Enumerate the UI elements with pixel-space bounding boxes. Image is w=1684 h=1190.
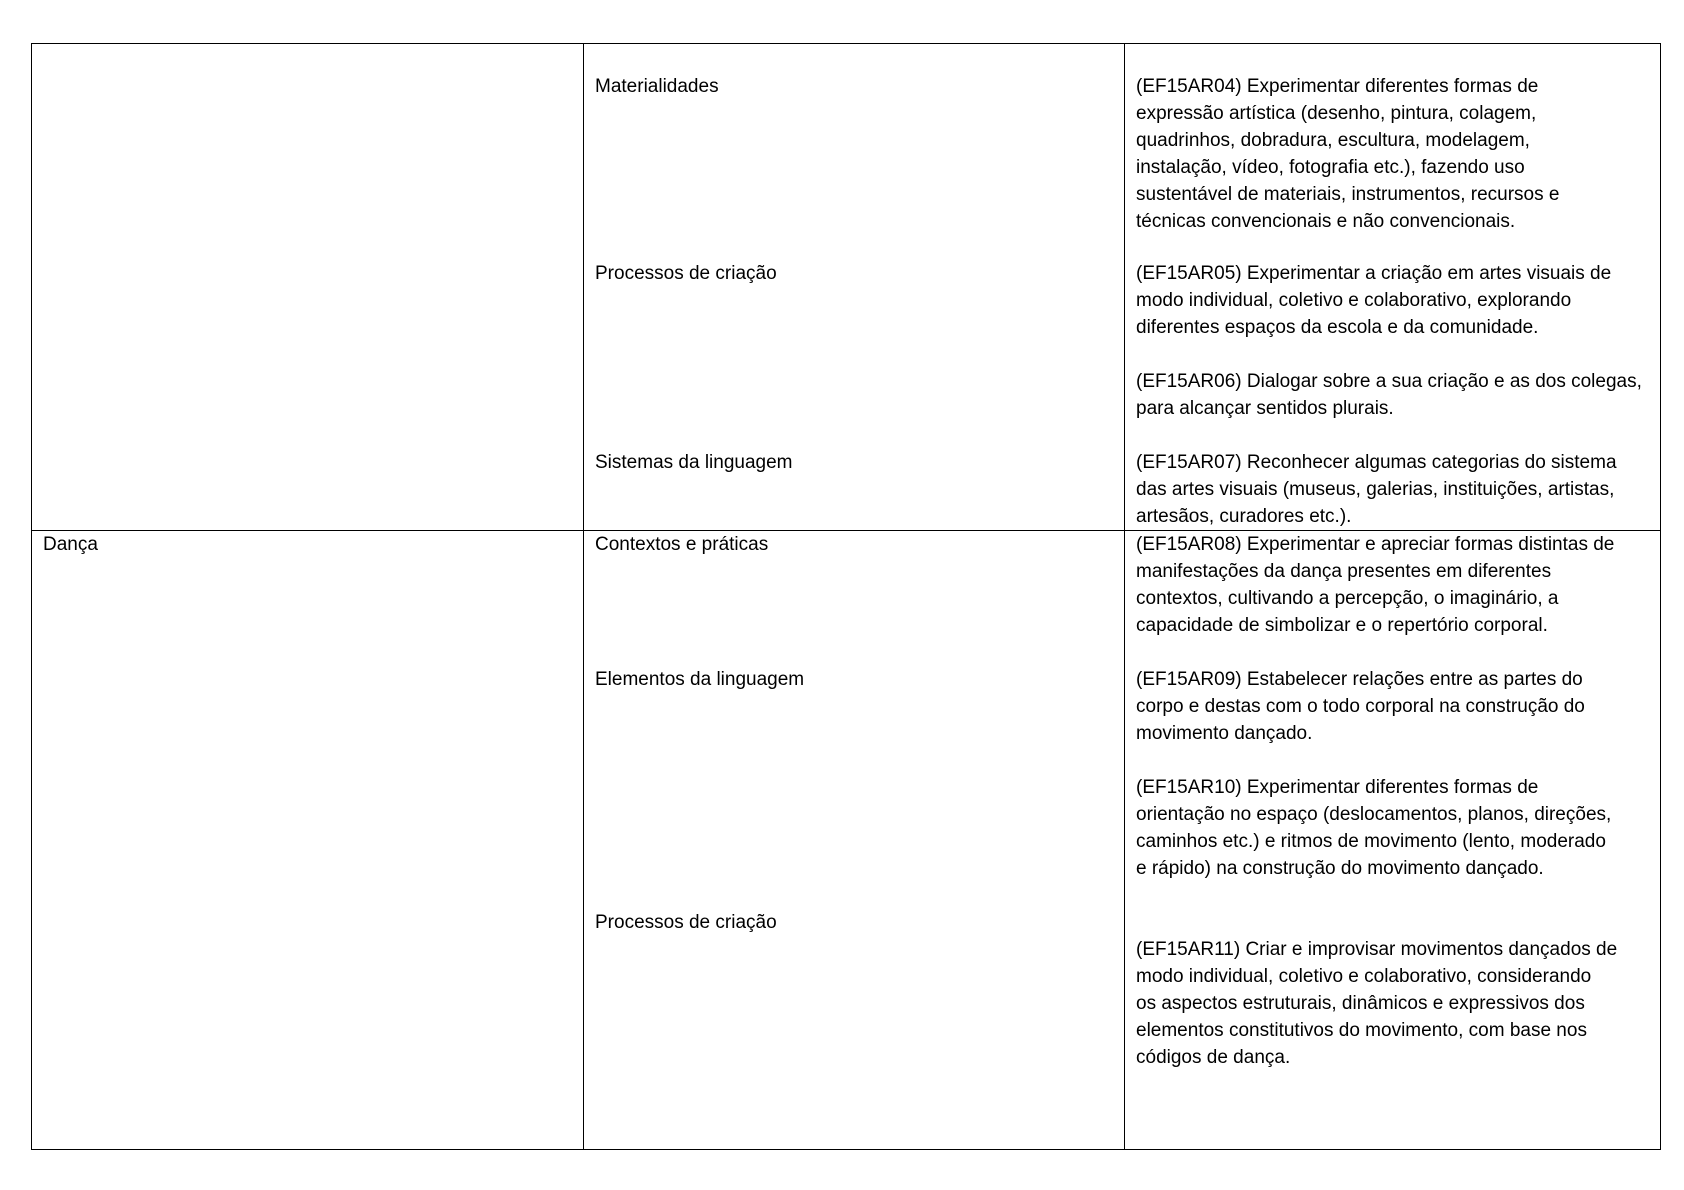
objeto-contextos-e-praticas: Contextos e práticas <box>595 534 769 555</box>
habilidade-ef15ar06: (EF15AR06) Dialogar sobre a sua criação e as dos colegas, para alcançar sentidos plurais. <box>1136 371 1642 419</box>
habilidade-ef15ar10: (EF15AR10) Experimentar diferentes formas de orientação no espaço (deslocamentos, planos, direções, caminhos etc.) e ritmos de movimento (lento, moderado e rápido) na construção do movimento dançado. <box>1136 777 1612 879</box>
curriculum-table <box>31 43 1661 1150</box>
column-divider-2 <box>1124 44 1125 1149</box>
column-divider-1 <box>583 44 584 1149</box>
habilidade-ef15ar08: (EF15AR08) Experimentar e apreciar formas distintas de manifestações da dança presentes em diferentes contextos, cultivando a percepção, o imaginário, a capacidade de simbolizar e o repertório corporal. <box>1136 534 1615 636</box>
habilidade-ef15ar04: (EF15AR04) Experimentar diferentes formas de expressão artística (desenho, pintura, colagem, quadrinhos, dobradura, escultura, modelagem, instalação, vídeo, fotografia etc.), fazendo uso sustentável de materiais, instrumentos, recursos e técnicas convencionais e não convencionais. <box>1136 76 1560 232</box>
objeto-sistemas-da-linguagem: Sistemas da linguagem <box>595 452 793 473</box>
objeto-processos-de-criacao-danca: Processos de criação <box>595 912 777 933</box>
habilidade-ef15ar07: (EF15AR07) Reconhecer algumas categorias do sistema das artes visuais (museus, galerias, instituições, artistas, artesãos, curadores etc.). <box>1136 452 1617 527</box>
objeto-elementos-da-linguagem: Elementos da linguagem <box>595 669 805 690</box>
habilidade-ef15ar05: (EF15AR05) Experimentar a criação em artes visuais de modo individual, coletivo e colaborativo, explorando diferentes espaços da escola e da comunidade. <box>1136 263 1612 338</box>
unidade-danca: Dança <box>43 534 98 555</box>
habilidade-ef15ar09: (EF15AR09) Estabelecer relações entre as partes do corpo e destas com o todo corporal na construção do movimento dançado. <box>1136 669 1585 744</box>
habilidade-ef15ar11: (EF15AR11) Criar e improvisar movimentos dançados de modo individual, coletivo e colaborativo, considerando os aspectos estruturais, dinâmicos e expressivos dos elementos constitutivos do movimento, com base nos códigos de dança. <box>1136 939 1618 1068</box>
objeto-processos-de-criacao: Processos de criação <box>595 263 777 284</box>
objeto-materialidades: Materialidades <box>595 76 719 97</box>
